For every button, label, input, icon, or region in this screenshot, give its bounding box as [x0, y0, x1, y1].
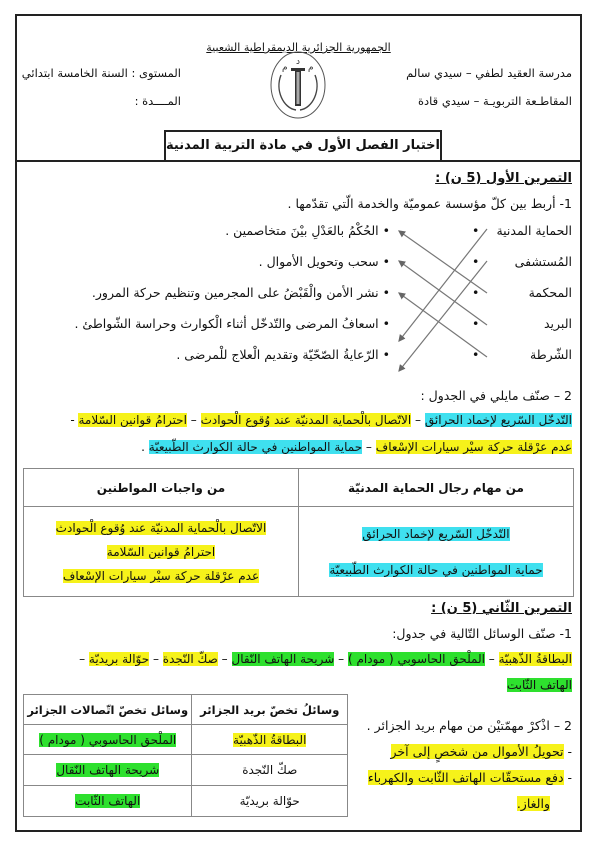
service-item: • الحُكْمُ بالعَدْلِ بيْنَ متخاصمين .: [225, 223, 390, 238]
svg-text:د: د: [296, 57, 301, 67]
exercise2-q1: 1- صنّف الوسائل التّالية في جدول:: [392, 626, 572, 641]
table-cell: حوّالة بريديّة: [192, 786, 348, 817]
svg-text:م: م: [282, 63, 288, 73]
table-cell: البطاقةُ الذّهبيّة: [192, 725, 348, 755]
institution-item: الحماية المدنية: [496, 223, 572, 238]
exercise1-q2: 2 – صنّف مايلي في الجدول :: [420, 388, 572, 403]
service-item: • اسعافُ المرضى والتّدخّل أثناء الْكوارث وحراسة الشّواطئ .: [74, 316, 390, 331]
table-header: وسائل تخصّ اتّصالات الجزائر: [24, 695, 192, 725]
service-item: • الرّعايةُ الصّحّيّة وتقديم الْعلاج للْمرضى .: [176, 347, 390, 362]
exam-title: اختبار الفصل الأول في مادة التربية المدنية: [164, 130, 442, 160]
q2-answer-continued: والغاز.: [516, 796, 550, 811]
institution-item: البريد: [544, 316, 572, 331]
institution-item: المُستشفى: [514, 254, 572, 269]
district-name: المقاطـعة التربويـة – سيدي قادة: [418, 94, 572, 108]
items-line1: البطاقةُ الذّهبيّة – الملْحق الحاسوبي ( مودام ) – شريحة الهاتف النّقال – صكّ النّجدة – حوّالة بريديّة –: [79, 652, 572, 666]
svg-text:م: م: [308, 63, 314, 73]
header-divider: [17, 160, 580, 162]
items-line2: الهاتف الثّابت: [506, 678, 572, 692]
table-header: من مهام رجال الحماية المدنيّة: [299, 469, 574, 507]
institution-item: المحكمة: [528, 285, 572, 300]
classification-table-1: [23, 468, 574, 597]
exam-sheet: [15, 14, 582, 832]
q2-answer: - دفع مستحقّات الهاتف الثّابت والكهرباء: [367, 770, 572, 785]
institutions-list: الحماية المدنية • المُستشفى • المحكمة • البريد • الشّرطة •: [472, 223, 572, 362]
table-header: وسائلُ تخصّ بريد الجزائر: [192, 695, 348, 725]
classification-table-2: [23, 694, 348, 817]
ministry-logo-icon: [269, 50, 327, 120]
table-cell: شريحة الهاتف النّقال: [24, 755, 192, 786]
exercise2-title: التمرين الثّاني (5 ن) :: [431, 601, 572, 616]
institution-item: الشّرطة: [530, 347, 572, 362]
matching-arrows: [387, 221, 507, 381]
duration: المــــدة :: [134, 94, 181, 108]
service-item: • سحب وتحويل الأموال .: [258, 254, 390, 269]
service-item: • نشر الأمن والْقَبْضُ على المجرمين وتنظيم حركة المرور.: [91, 285, 390, 300]
republic-header: الجمهورية الجزائرية الديمقراطية الشعبية: [206, 41, 391, 54]
table-header: من واجبات المواطنين: [24, 469, 299, 507]
table-cell: الاتّصال بالْحماية المدنيّة عند وُقوع الْحوادث احترامُ قوانين السّلامة عدم عرْقلة حركة سيْر سيارات الإسْعاف: [24, 507, 299, 597]
q2-answer: - تحويلُ الأموال من شخصٍ إلى آخر: [390, 744, 572, 759]
exercise1-q1: 1- أربط بين كلّ مؤسسة عموميّة والخدمة الّتي تقدّمها .: [287, 196, 572, 211]
exercise2-q2: 2 – اذْكرْ مهمّتيْن من مهام بريد الجزائر .: [366, 718, 572, 733]
table-cell: صكّ النّجدة: [192, 755, 348, 786]
q2-items-line2: عدم عرْقلة حركة سيْر سيارات الإسْعاف – حماية المواطنين في حالة الكوارث الطّبيعيّة .: [141, 440, 572, 454]
q2-items-line1: التّدخّل السّريع لإخماد الحرائق – الاتّصال بالْحماية المدنيّة عند وُقوع الْحوادث – احترامُ قوانين السّلامة -: [70, 413, 572, 427]
school-name: مدرسة العقيد لطفي – سيدي سالم: [406, 66, 572, 80]
table-cell: الملْحق الحاسوبي ( مودام ): [24, 725, 192, 755]
level: المستوى : السنة الخامسة ابتدائي: [21, 66, 181, 80]
table-cell: الهاتف الثّابت: [24, 786, 192, 817]
exercise1-title: التمرين الأول (5 ن) :: [435, 171, 572, 186]
table-cell: التّدخّل السّريع لإخماد الحرائق حماية المواطنين في حالة الكوارث الطّبيعيّة: [299, 507, 574, 597]
services-list: [74, 221, 390, 376]
